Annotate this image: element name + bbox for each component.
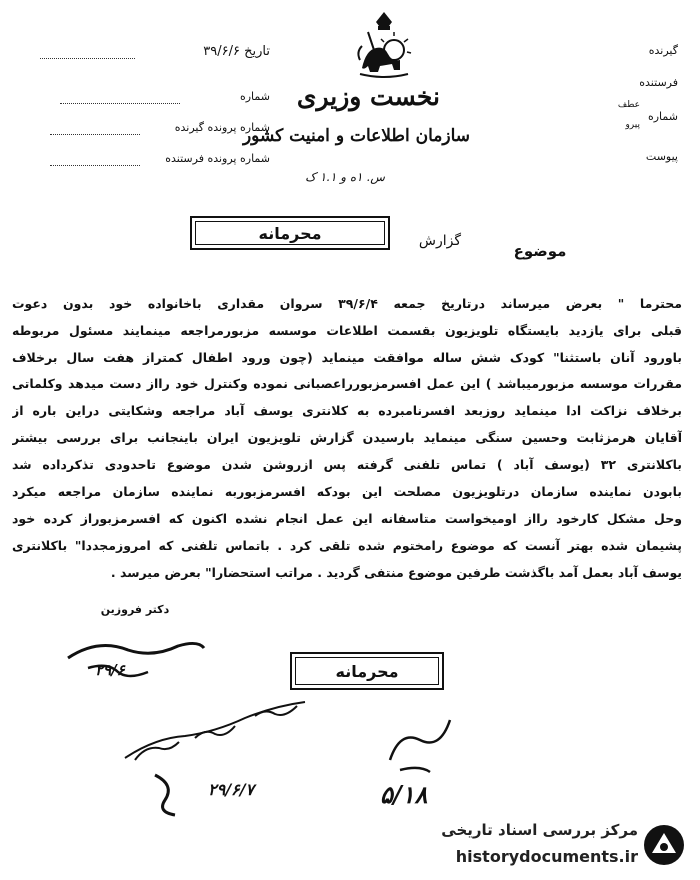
organization-title: سازمان اطلاعات و امنیت کشور	[242, 126, 470, 146]
body-line: محترما " بعرض میرساند درتاریخ جمعه ۳۹/۶/۴ سروان مقداری باخانواده خود بدون دعوت	[12, 296, 682, 311]
body-line: مقررات موسسه مزبورمیباشد ) این عمل افسرمزبورراعصبانی نموده وکنترل خود رااز دست میدهد وکلماتی	[12, 376, 682, 391]
ref-number-label: شماره	[647, 110, 678, 123]
date-dots	[40, 58, 135, 59]
body-line: باکلانتری ۳۲ (یوسف آباد ) تماس تلفنی گرفته پس ازروشن شدن موضوع تاحدودی تذکرداده شد	[12, 457, 682, 472]
classification-stamp	[190, 216, 390, 250]
sender-file-label: شماره پرونده فرستنده	[165, 152, 270, 165]
archive-logo-icon	[642, 823, 686, 867]
ref-after-label: پیرو	[625, 120, 640, 130]
archive-watermark	[402, 815, 692, 877]
body-line: بابودن نماینده سازمان درتلویزیون مصلحت این بودکه افسرمزبوربه نماینده سازمان مراجعه میکرد	[12, 484, 682, 499]
body-line: آقایان هرمزثابت وحسین سنگی مینماید بارسیدن گزارش تلویزیون ایران باینجانب برای بررسی بیشتر	[12, 430, 682, 445]
watermark-url: historydocuments.ir	[455, 847, 638, 866]
body-line: برخلاف نزاکت ادا مینماید روزبعد افسرنامبرده به کلانتری یوسف آباد مراجعه وشکایتی دراین باره از	[12, 403, 682, 418]
handwritten-number: ۵/۱۸	[380, 780, 428, 809]
ref-follow-label: عطف	[617, 100, 640, 110]
reference-code: س. ۱ه و ۱.۱ ک	[305, 170, 385, 184]
handwritten-mark	[145, 770, 205, 820]
bottom-classification-stamp	[290, 652, 444, 690]
body-line: وحل مشکل کارخود رااز اومیخواست متاسفانه این عمل انجام نشده اکنون که افسرمزبوراز کرده خود	[12, 511, 682, 526]
signatory-name: دکتر فروزین	[100, 603, 170, 616]
recipient-file-label: شماره پرونده گیرنده	[174, 121, 270, 134]
recipient-label: گیرنده	[648, 44, 678, 57]
body-line: قبلی برای یازدید بایستگاه تلویزیون بقسمت اطلاعات موسسه مزبورمراجعه مینمایند مسئول مربوطه	[12, 323, 682, 338]
watermark-title: مرکز بررسی اسناد تاریخی	[441, 821, 638, 839]
recipient-file-dots	[50, 134, 140, 135]
sender-label: فرستنده	[639, 76, 678, 89]
classification-stamp-text: محرمانه	[258, 223, 322, 243]
handwritten-signature	[58, 628, 208, 684]
sender-file-dots	[50, 165, 140, 166]
handwritten-note	[115, 698, 315, 768]
handwritten-date-2: ۲۹/۶/۷	[208, 780, 255, 799]
number-label: شماره	[239, 90, 270, 103]
attachment-label: پیوست	[645, 150, 678, 163]
subject-label: موضوع	[513, 242, 567, 260]
handwritten-initials	[370, 710, 470, 780]
report-label: گزارش	[418, 233, 462, 249]
body-line: پشیمان شده بهتر آنست که موضوع رامختوم شده تلقی کرد . باتماس تلفنی که امروزمجددا" باکلانتری	[12, 538, 682, 553]
date-field: تاریخ ۳۹/۶/۶	[203, 44, 270, 59]
handwritten-date: ۲۹/۶	[95, 661, 125, 679]
ministry-title: نخست وزیری	[296, 82, 440, 111]
stamp-border	[195, 221, 385, 245]
stamp-border	[295, 657, 439, 685]
body-line: یوسف آباد بعمل آمد باگذشت طرفین موضوع منتفی گردید . مراتب استحضارا" بعرض میرسد .	[110, 565, 682, 580]
body-line: باورود آنان باستثنا" کودک شش ساله موافقت مینماید (چون ورود اطفال کمتراز هفت سال برخلاف	[12, 350, 682, 365]
bottom-stamp-text: محرمانه	[335, 661, 399, 681]
lion-and-sun-emblem-icon	[354, 10, 414, 82]
number-dots	[60, 103, 180, 104]
